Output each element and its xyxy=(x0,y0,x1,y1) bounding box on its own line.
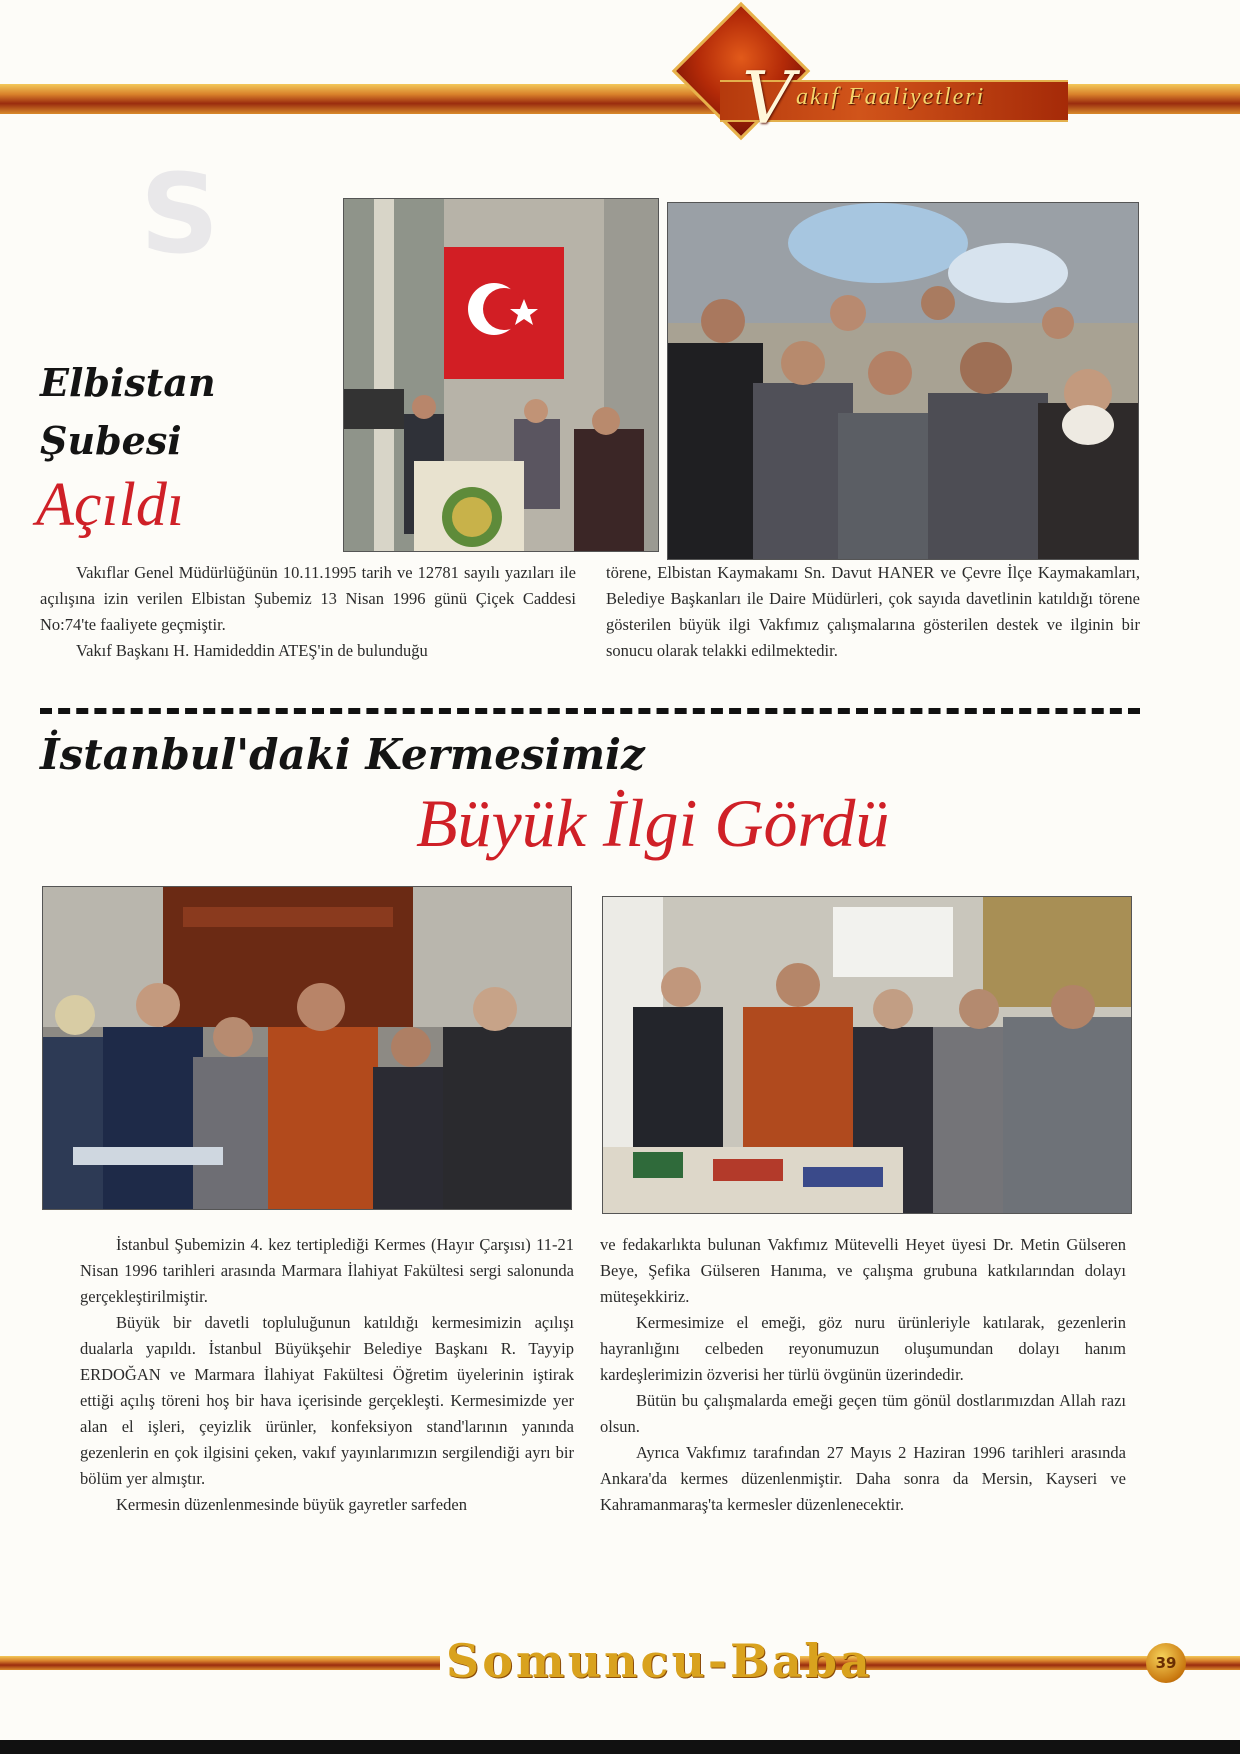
article2-paragraph: Ayrıca Vakfımız tarafından 27 Mayıs 2 Haziran 1996 tarihleri arasında Ankara'da kermes düzenlenmiştir. Daha sonra da Mersin, Kayseri ve Kahramanmaraş'ta kermesler düzenlenecektir. xyxy=(600,1443,1126,1514)
photo-kermes-stand xyxy=(602,896,1132,1214)
article1-paragraph: Vakıflar Genel Müdürlüğünün 10.11.1995 tarih ve 12781 sayılı yazıları ile açılışına izin verilen Elbistan Şubemiz 13 Nisan 1996 günü Çiçek Caddesi No:74'te faaliyete geçmiştir. xyxy=(40,563,576,634)
article1-title-line2: Şubesi xyxy=(40,418,182,463)
article1-paragraph: Vakıf Başkanı H. Hamideddin ATEŞ'in de bulunduğu xyxy=(76,641,428,660)
photo-kermes-opening xyxy=(42,886,572,1210)
photo-opening-podium xyxy=(343,198,659,552)
article1-title-line3: Açıldı xyxy=(36,471,185,539)
magazine-title: Somuncu-Baba xyxy=(446,1634,873,1688)
section-divider xyxy=(40,708,1140,714)
article2-paragraph: Bütün bu çalışmalarda emeği geçen tüm gönül dostlarımızdan Allah razı olsun. xyxy=(600,1391,1126,1436)
article2-paragraph: ve fedakarlıkta bulunan Vakfımız Mütevelli Heyet üyesi Dr. Metin Gülseren Beye, Şefika Gülseren Hanıma, ve çalışma grubuna katkılarından dolayı müteşekkiriz. xyxy=(600,1235,1126,1306)
photo-opening-crowd xyxy=(667,202,1139,560)
article2-col-right xyxy=(600,1232,1126,1518)
article1-paragraph: törene, Elbistan Kaymakamı Sn. Davut HANER ve Çevre İlçe Kaymakamları, Belediye Başkanları ile Daire Müdürleri, çok sayıda davetlinin katıldığı törene gösterilen büyük ilgi Vakfımız çalışmalarına gösterilen destek ve ilginin bir sonucu olarak telakki edilmektedir. xyxy=(606,563,1140,660)
article2-title-line1: İstanbul'daki Kermesimiz xyxy=(40,730,645,779)
section-initial: V xyxy=(742,56,794,140)
page-number: 39 xyxy=(1146,1643,1186,1683)
article2-paragraph: Kermesimize el emeği, göz nuru ürünleriyle katılarak, gezenlerin hayranlığını celbeden reyonumuzun oluşumundan dolayı hanım kardeşlerimizin özverisi her türlü övgünün üzerindedir. xyxy=(600,1313,1126,1384)
article2-paragraph: Büyük bir davetli topluluğunun katıldığı kermesimizin açılışı dualarla yapıldı. İstanbul Büyükşehir Belediye Başkanı R. Tayyip ERDOĞAN ve Marmara İlahiyat Fakültesi Öğretim üyelerinin iştirak ettiği açılış töreni hoş bir hava içerisinde gerçekleşti. Kermesimizde yer alan el işleri, çeyizlik ürünler, konfeksiyon stand'larının yanında gezenlerin en çok ilgisini çeken, vakıf yayınlarımızın sergilendiği ayrı bir bölüm yer almıştır. xyxy=(80,1313,574,1488)
article2-paragraph: Kermesin düzenlenmesinde büyük gayretler sarfeden xyxy=(116,1495,467,1514)
watermark: S xyxy=(140,150,220,278)
article2-paragraph: İstanbul Şubemizin 4. kez tertiplediği Kermes (Hayır Çarşısı) 11-21 Nisan 1996 tarihleri arasında Marmara İlahiyat Fakültesi sergi salonunda gerçekleştirilmiştir. xyxy=(80,1235,574,1306)
article2-col-left xyxy=(80,1232,574,1518)
article1-col-right xyxy=(606,560,1140,664)
article1-title-line1: Elbistan xyxy=(40,360,216,405)
article2-title-line2: Büyük İlgi Gördü xyxy=(416,785,890,861)
page-bottom-edge xyxy=(0,1740,1240,1754)
article1-col-left xyxy=(40,560,576,664)
section-label: akıf Faaliyetleri xyxy=(796,84,986,110)
